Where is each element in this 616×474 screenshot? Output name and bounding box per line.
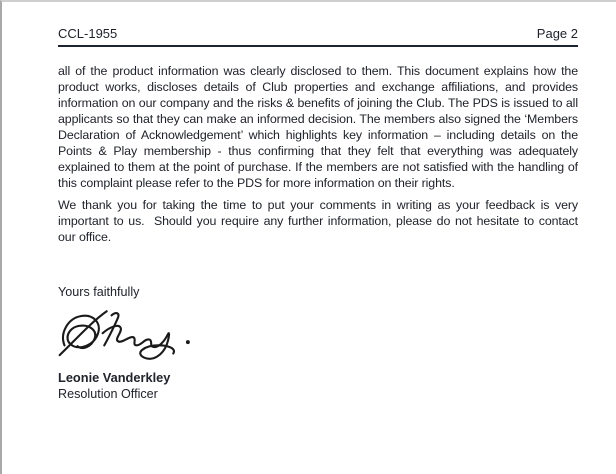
signatory-title: Resolution Officer [58,387,158,401]
letter-paragraph-2: We thank you for taking the time to put your comments in writing as your feedback is very important to us. Should you require any further information, please do not hesitate to contact our office. [58,198,582,244]
signature-image [58,303,196,365]
letter-paragraph-1: all of the product information was clearly disclosed to them. This document explains how the product works, discloses details of Club properties and exchange affiliations, and provides information on our company and the risks & benefits of joining the Club. The PDS is issued to all applicants so that they can make an informed decision. The members also signed the ‘Members Declaration of Acknowledgement’ which highlights key information – including details on the Points & Play membership - thus confirming that they felt that everything was adequately explained to them at the point of purchase. If the members are not satisfied with the handling of this complaint please refer to the PDS for more information on their rights. [58,64,582,190]
page-content [2,2,616,402]
page-number: Page 2 [536,26,578,41]
document-reference: CCL-1955 [58,26,118,41]
page-header [58,26,578,47]
signatory-name: Leonie Vanderkley [58,370,171,385]
closing-line: Yours faithfully [58,285,140,299]
